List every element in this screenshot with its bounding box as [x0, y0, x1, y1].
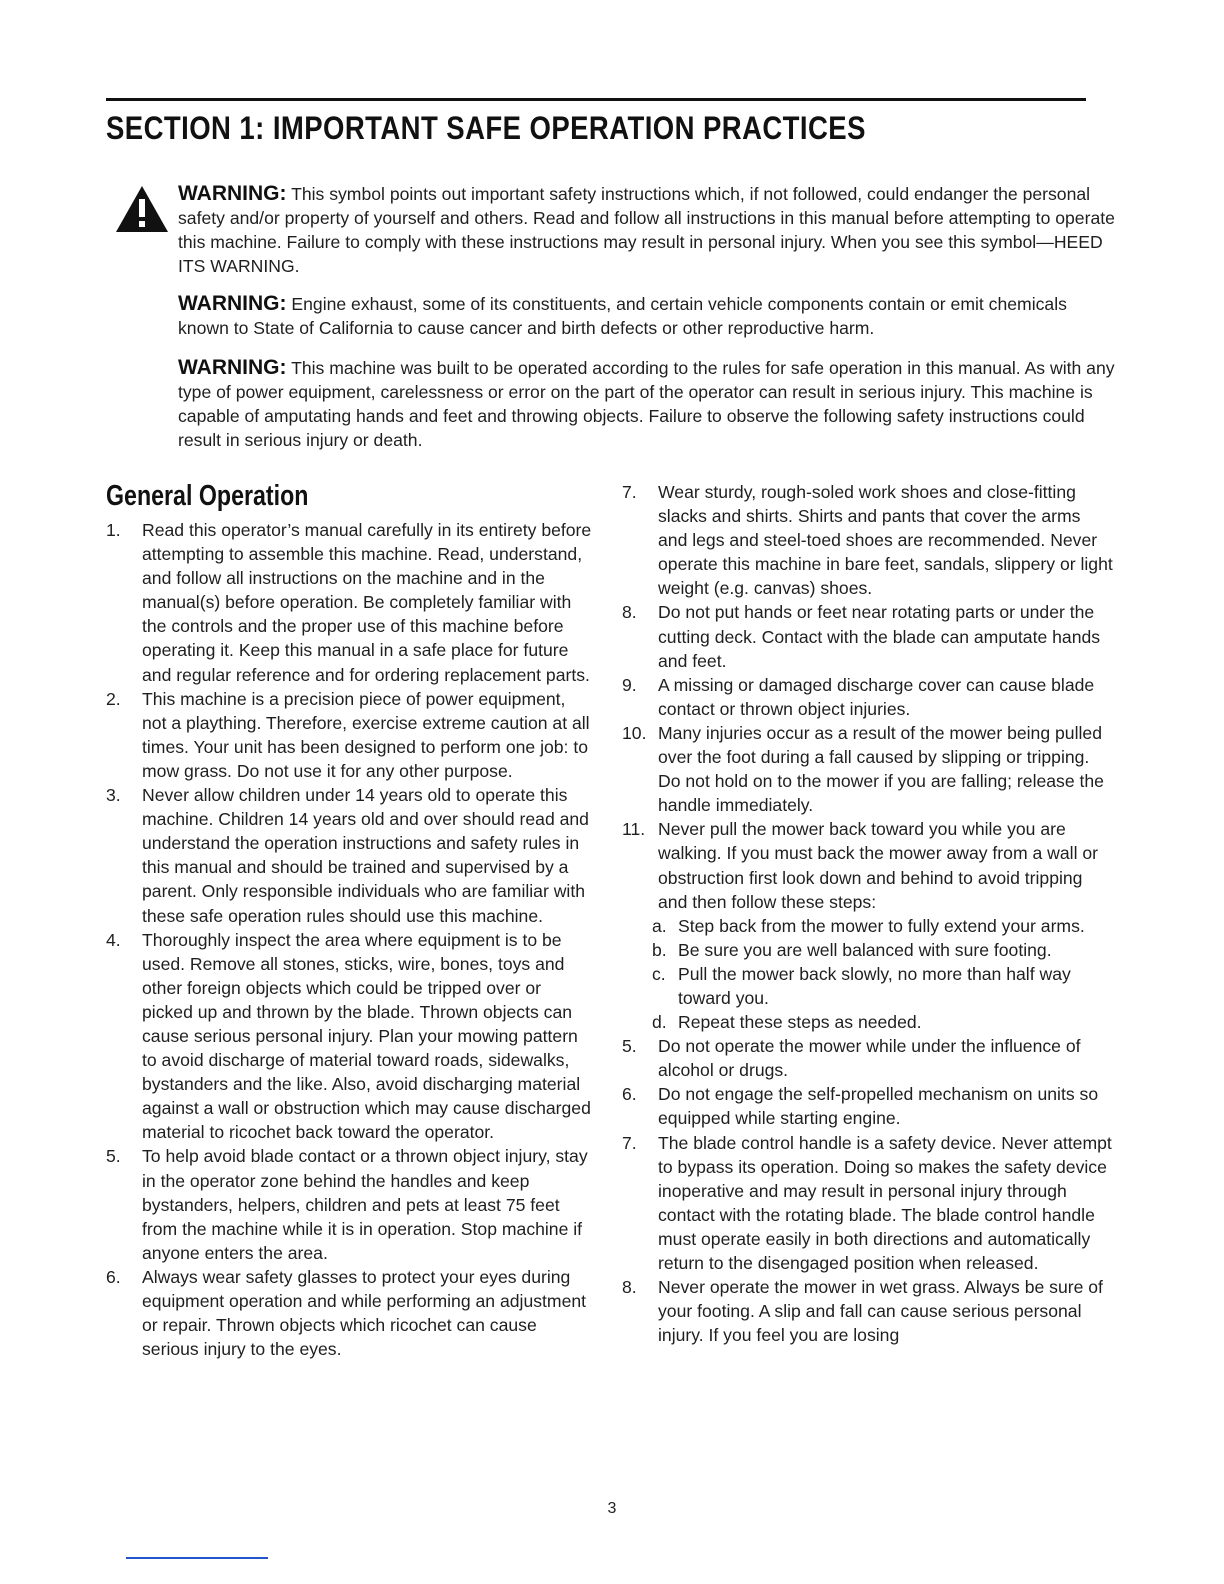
page-number: 3 [607, 1500, 617, 1517]
list-item: 8. Do not put hands or feet near rotating parts or under the cutting deck. Contact with the blade can amputate hands and feet. [622, 602, 1101, 671]
left-column [106, 478, 592, 1361]
header-rule [106, 98, 1086, 101]
warning-california [178, 292, 1118, 340]
list-item: 5. Do not operate the mower while under the influence of alcohol or drugs. [622, 1036, 1081, 1081]
sub-step-item: d. Repeat these steps as needed. [652, 1012, 922, 1033]
warning-text: This symbol points out important safety instructions which, if not followed, could endanger the personal safety and/or property of yourself and others. Read and follow all instructions in this manual before attempting to operate this machine. Failure to comply with these instructions may result in personal injury. When you see this symbol—HEED ITS WARNING. [178, 184, 1115, 276]
warning-safety-symbol [178, 182, 1118, 278]
warning-text: Engine exhaust, some of its constituents, and certain vehicle components contain or emit chemicals known to State of California to cause cancer and birth defects or other reproductive harm. [178, 294, 1067, 338]
list-item: 6. Do not engage the self-propelled mechanism on units so equipped while starting engine. [622, 1084, 1099, 1129]
warning-safe-operation [178, 356, 1118, 452]
warning-label: WARNING: [178, 356, 287, 379]
list-item: 11. Never pull the mower back toward you while you are walking. If you must back the mower away from a wall or obstruction first look down and behind to avoid tripping and then follow these steps: [622, 819, 1099, 912]
footer-line [126, 1557, 268, 1559]
list-item: 3. Never allow children under 14 years old to operate this machine. Children 14 years old and over should read and understand the operation instructions and safety rules in this manual and should be trained and supervised by a parent. Only responsible individuals who are familiar with these safe operation rules should use this machine. [106, 785, 589, 926]
section-title: SECTION 1: IMPORTANT SAFE OPERATION PRACTICES [106, 110, 866, 146]
sub-step-item: a. Step back from the mower to fully extend your arms. [652, 915, 1085, 936]
list-item: 5. To help avoid blade contact or a thrown object injury, stay in the operator zone behind the handles and keep bystanders, helpers, children and pets at least 75 feet from the machine while it is in operation. Stop machine if anyone enters the area. [106, 1146, 588, 1263]
sub-step-list [622, 914, 1114, 1034]
list-item: 7. The blade control handle is a safety device. Never attempt to bypass its operation. Doing so makes the safety device inoperative and may result in personal injury through contact with the rotating blade. The blade control handle must operate easily in both directions and automatically return to the disengaged position when released. [622, 1132, 1112, 1273]
left-list [106, 518, 592, 1361]
sub-step-item: c. Pull the mower back slowly, no more than half way toward you. [652, 963, 1071, 1008]
warning-label: WARNING: [178, 182, 287, 205]
warning-label: WARNING: [178, 292, 287, 315]
right-list-continued [622, 1034, 1114, 1347]
list-item: 6. Always wear safety glasses to protect your eyes during equipment operation and while performing an adjustment or repair. Thrown objects which ricochet can cause serious injury to the eyes. [106, 1266, 587, 1360]
list-item: 1. Read this operator’s manual carefully in its entirety before attempting to assemble this machine. Read, understand, and follow all instructions on the machine and in the manual(s) before operation. Be completely familiar with the controls and the proper use of this machine before operating it. Keep this manual in a safe place for future and regular reference and for ordering replacement parts. [106, 520, 592, 685]
list-item: 8. Never operate the mower in wet grass. Always be sure of your footing. A slip and fall can cause serious personal injury. If you feel you are losing [622, 1277, 1103, 1346]
list-item: 7. Wear sturdy, rough-soled work shoes and close-fitting slacks and shirts. Shirts and pants that cover the arms and legs and steel-toed shoes are recommended. Never operate this machine in bare feet, sandals, slippery or light weight (e.g. canvas) shoes. [622, 482, 1113, 599]
sub-step-item: b. Be sure you are well balanced with sure footing. [652, 939, 1052, 960]
general-operation-heading: General Operation [106, 480, 309, 512]
right-column [622, 480, 1114, 1347]
list-item: 4. Thoroughly inspect the area where equipment is to be used. Remove all stones, sticks, wire, bones, toys and other foreign objects which could be tripped over or picked up and thrown by the blade. Thrown objects can cause serious personal injury. Plan your mowing pattern to avoid discharge of material toward roads, sidewalks, bystanders and the like. Also, avoid discharging material against a wall or obstruction which may cause discharged material to ricochet back toward the operator. [106, 929, 591, 1143]
right-list [622, 480, 1114, 914]
list-item: 2. This machine is a precision piece of power equipment, not a plaything. Therefore, exercise extreme caution at all times. Your unit has been designed to perform one job: to mow grass. Do not use it for any other purpose. [106, 688, 590, 781]
list-item: 9. A missing or damaged discharge cover can cause blade contact or thrown object injuries. [622, 674, 1095, 719]
warning-triangle-icon [114, 184, 170, 234]
list-item: 10. Many injuries occur as a result of the mower being pulled over the foot during a fall caused by slipping or tripping. Do not hold on to the mower if you are falling; release the handle immediately. [622, 722, 1104, 816]
warning-text: This machine was built to be operated according to the rules for safe operation in this manual. As with any type of power equipment, carelessness or error on the part of the operator can result in serious injury. This machine is capable of amputating hands and feet and throwing objects. Failure to observe the following safety instructions could result in serious injury or death. [178, 358, 1115, 450]
